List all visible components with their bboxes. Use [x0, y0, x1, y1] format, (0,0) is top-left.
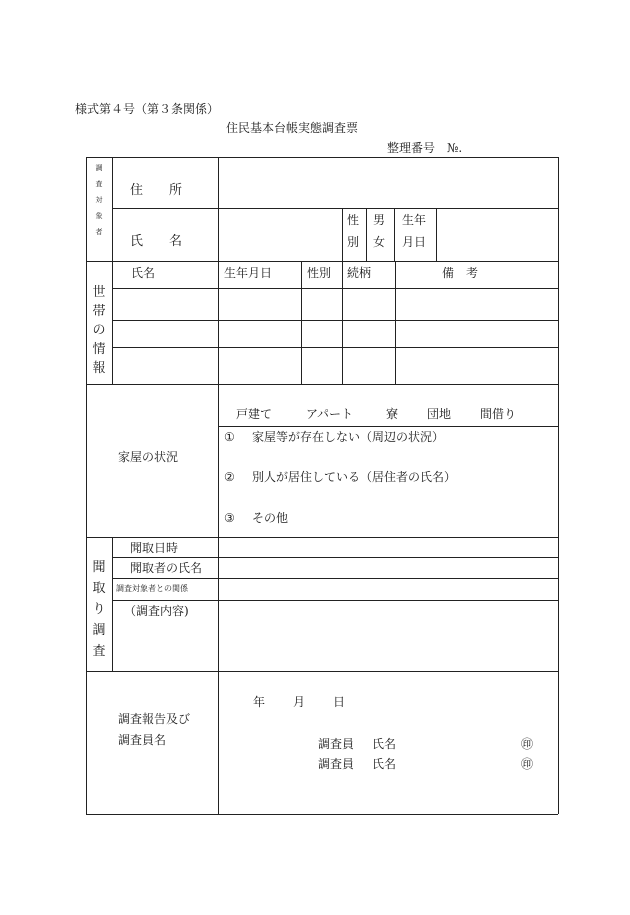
household-col-birthdate: 生年月日: [224, 266, 273, 280]
housing-type-apartment[interactable]: アパート: [306, 407, 354, 421]
household-col-sex: 性別: [307, 266, 332, 280]
interview-datetime-label: 聞取日時: [130, 541, 179, 555]
option-text: 別人が居住している（居住者の氏名）: [252, 470, 457, 484]
seal-icon: ㊞: [521, 757, 534, 771]
option-text: その他: [252, 511, 289, 525]
subject-side-label: 調 査 対 象 者: [95, 164, 103, 236]
interviewee-name-label: 聞取者の氏名: [130, 561, 203, 575]
report-label-line1: 調査報告及び: [118, 712, 191, 726]
household-col-name: 氏名: [131, 266, 156, 280]
form-number: 様式第４号（第３条関係）: [75, 102, 220, 116]
report-date-year: 年: [253, 695, 266, 709]
sex-label-1: 性: [347, 213, 360, 227]
sex-option-female[interactable]: 女: [373, 235, 386, 249]
sex-option-male[interactable]: 男: [373, 213, 386, 227]
report-date-day: 日: [333, 695, 346, 709]
investigator-name-label: 氏名: [372, 737, 397, 751]
investigator-role: 調査員: [318, 757, 355, 771]
housing-type-room-rental[interactable]: 間借り: [480, 407, 517, 421]
household-side-label: 世 帯 の 情 報: [92, 285, 106, 376]
sex-label-2: 別: [347, 235, 360, 249]
option-marker: ②: [224, 470, 235, 484]
name-label: 氏 名: [130, 234, 183, 249]
relation-label: 調査対象者との関係: [116, 584, 188, 593]
housing-label: 家屋の状況: [118, 450, 179, 464]
address-label: 住 所: [130, 183, 183, 198]
household-col-relation: 続柄: [347, 266, 372, 280]
option-marker: ①: [224, 430, 235, 444]
birthdate-label-1: 生年: [402, 213, 427, 227]
interview-content-label: （調査内容): [124, 604, 189, 618]
housing-type-house[interactable]: 戸建て: [236, 407, 273, 421]
investigator-role: 調査員: [318, 737, 355, 751]
housing-type-dormitory[interactable]: 寮: [386, 407, 399, 421]
birthdate-label-2: 月日: [402, 235, 427, 249]
investigator-name-label: 氏名: [372, 757, 397, 771]
reference-number-label: 整理番号 №.: [387, 141, 463, 155]
interview-side-label: 聞 取 り 調 査: [92, 560, 106, 659]
report-label-line2: 調査員名: [118, 733, 167, 747]
housing-type-complex[interactable]: 団地: [427, 407, 452, 421]
household-col-remarks: 備 考: [442, 266, 479, 280]
seal-icon: ㊞: [521, 737, 534, 751]
report-date-month: 月: [293, 695, 306, 709]
option-marker: ③: [224, 511, 235, 525]
form-title: 住民基本台帳実態調査票: [226, 121, 359, 135]
option-text: 家屋等が存在しない（周辺の状況）: [252, 430, 445, 444]
